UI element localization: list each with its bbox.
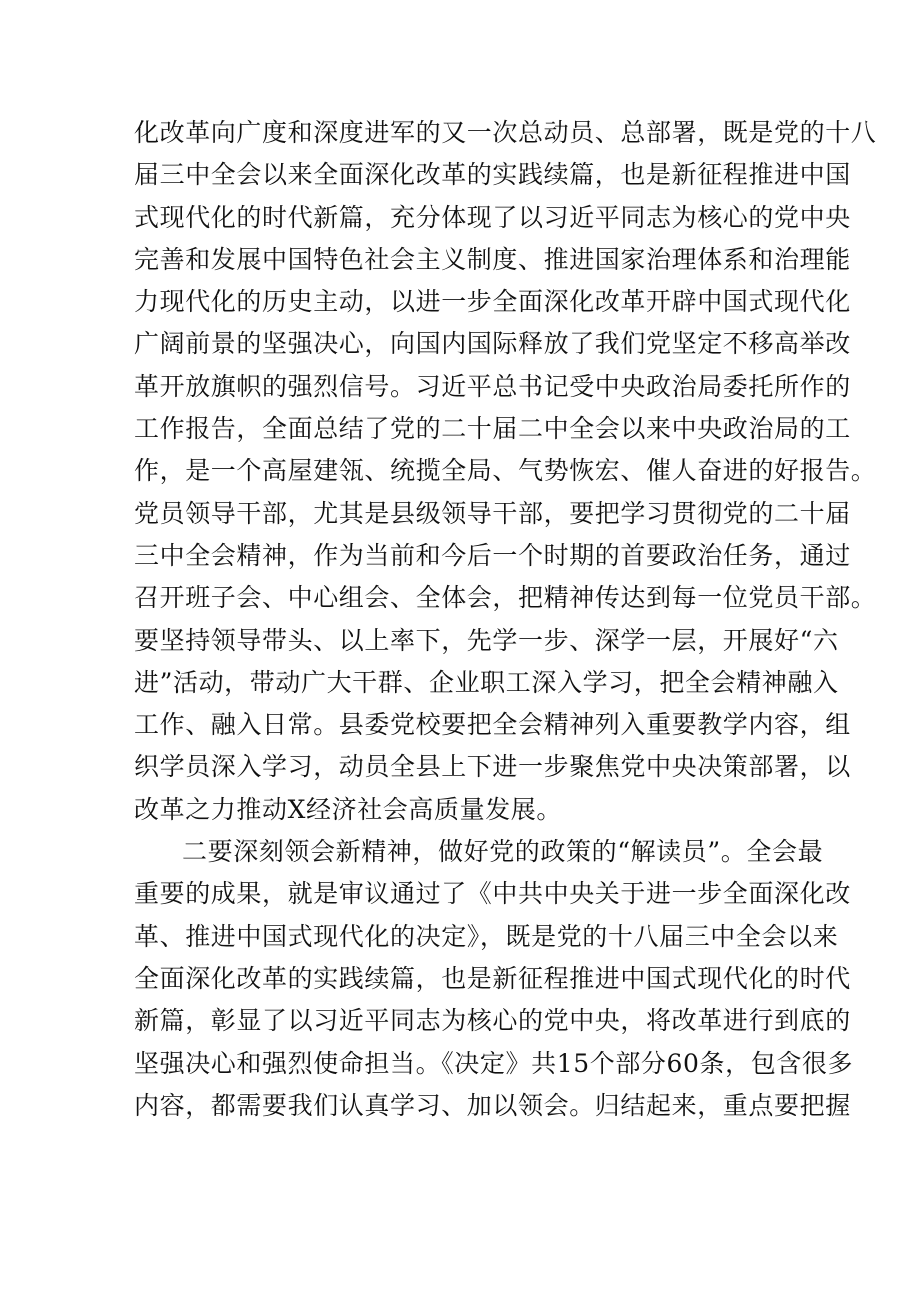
- text-line: 进”活动，带动广大干群、企业职工深入学习，把全会精神融入: [134, 667, 839, 697]
- text-line: 内容，都需要我们认真学习、加以领会。归结起来，重点要把握: [134, 1090, 851, 1120]
- text-line: 召开班子会、中心组会、全体会，把精神传达到每一位党员干部。: [134, 583, 877, 613]
- text-line: 重要的成果，就是审议通过了《中共中央关于进一步全面深化改: [134, 879, 851, 909]
- text-line: 化改革向广度和深度进军的又一次总动员、总部署，既是党的十八: [134, 118, 877, 147]
- text-line: 力现代化的历史主动，以进一步全面深化改革开辟中国式现代化: [134, 287, 851, 317]
- text-line: 广阔前景的坚强决心，向国内国际释放了我们党坚定不移高举改: [134, 329, 851, 359]
- text-line: 届三中全会以来全面深化改革的实践续篇，也是新征程推进中国: [134, 160, 851, 190]
- text-line: 党员领导干部，尤其是县级领导干部，要把学习贯彻党的二十届: [134, 498, 851, 528]
- text-line: 式现代化的时代新篇，充分体现了以习近平同志为核心的党中央: [134, 202, 851, 232]
- text-line: 完善和发展中国特色社会主义制度、推进国家治理体系和治理能: [134, 244, 851, 274]
- text-line: 革、推进中国式现代化的决定》，既是党的十八届三中全会以来: [134, 921, 839, 951]
- text-line: 坚强决心和强烈使命担当。《决定》共15个部分60条，包含很多: [134, 1048, 854, 1078]
- text-line: 作，是一个高屋建瓴、统揽全局、气势恢宏、催人奋进的好报告。: [134, 456, 877, 486]
- document-body: [134, 112, 877, 1127]
- text-line: 织学员深入学习，动员全县上下进一步聚焦党中央决策部署，以: [134, 752, 851, 782]
- text-line: 新篇，彰显了以习近平同志为核心的党中央，将改革进行到底的: [134, 1006, 851, 1036]
- text-line: 全面深化改革的实践续篇，也是新征程推进中国式现代化的时代: [134, 963, 851, 993]
- text-line: 工作、融入日常。县委党校要把全会精神列入重要教学内容，组: [134, 710, 851, 740]
- paragraph-start-line: 二要深刻领会新精神，做好党的政策的“解读员”。全会最: [182, 837, 824, 867]
- text-line: 要坚持领导带头、以上率下，先学一步、深学一层，开展好“六: [134, 625, 839, 655]
- text-line: 革开放旗帜的强烈信号。习近平总书记受中央政治局委托所作的: [134, 371, 851, 401]
- text-line: 三中全会精神，作为当前和今后一个时期的首要政治任务，通过: [134, 540, 851, 570]
- text-line: 工作报告，全面总结了党的二十届二中全会以来中央政治局的工: [134, 414, 851, 444]
- text-line: 改革之力推动X经济社会高质量发展。: [134, 794, 562, 824]
